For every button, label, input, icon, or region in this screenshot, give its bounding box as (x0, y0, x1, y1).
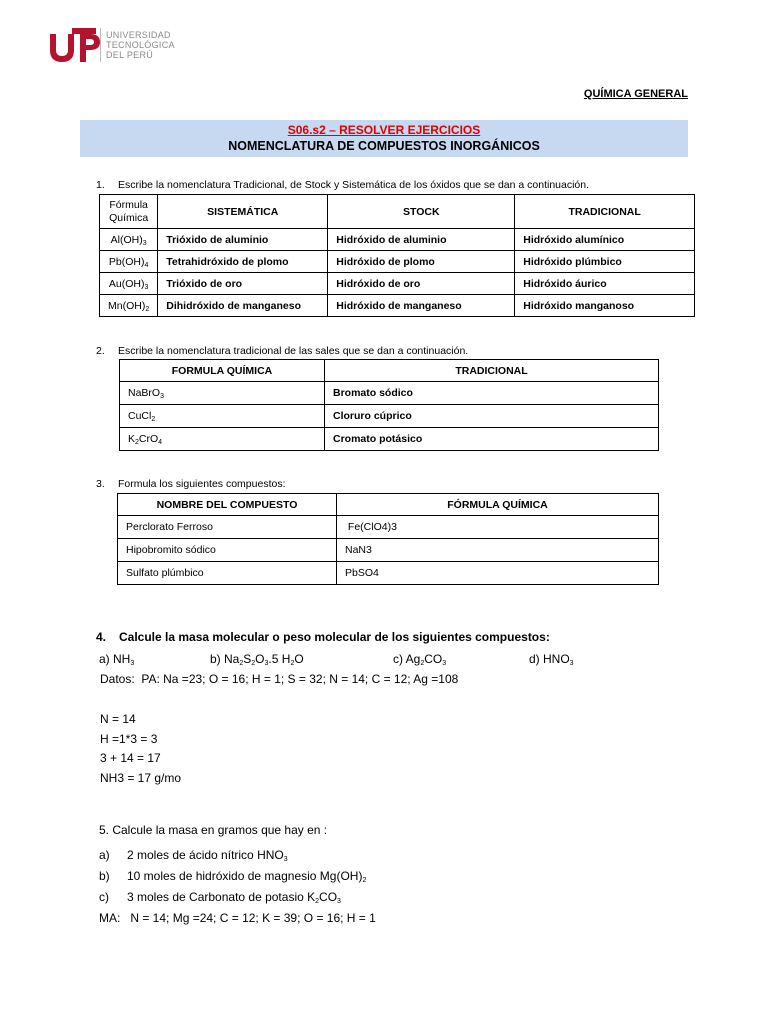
atomic-data: Datos: PA: Na =23; O = 16; H = 1; S = 32; N = 14; C = 12; Ag =108 (100, 672, 459, 686)
table-row (100, 273, 695, 295)
list-item: a) 2 moles de ácido nítrico $HNO_3$ (99, 848, 288, 863)
col-stock: STOCK (328, 195, 515, 229)
title-banner (80, 120, 688, 157)
col-nombre: NOMBRE DEL COMPUESTO (118, 494, 337, 516)
student-work: N = 14 H =1*3 = 3 3 + 14 = 17 NH3 = 17 g/mo (100, 712, 182, 785)
cell: Hidróxido de manganeso (328, 295, 515, 317)
cell: Dihidróxido de manganeso (158, 295, 328, 317)
cell: NaN3 (337, 539, 659, 562)
compound-list (99, 652, 699, 670)
cell: Hidróxido plúmbico (515, 251, 695, 273)
table-row (100, 295, 695, 317)
cell: Hidróxido áurico (515, 273, 695, 295)
session-title: S06.s2 – RESOLVER EJERCICIOS (287, 123, 481, 137)
formula-cell: $Pb(OH)_4$ (100, 251, 158, 273)
cell: Perclorato Ferroso (118, 516, 337, 539)
cell: Tetrahidróxido de plomo (158, 251, 328, 273)
cell: Cloruro cúprico (325, 405, 659, 428)
col-sistematica: SISTEMÁTICA (158, 195, 328, 229)
col-tradicional: TRADICIONAL (325, 360, 659, 382)
formula-cell: $Mn(OH)_2$ (100, 295, 158, 317)
university-name: UNIVERSIDAD TECNOLÓGICA DEL PERÚ (106, 30, 175, 60)
table-row (120, 382, 659, 405)
formula-cell: NaBrO$_3$ (120, 382, 325, 405)
cell: Hidróxido de plomo (328, 251, 515, 273)
cell: Hidróxido manganoso (515, 295, 695, 317)
cell: Trióxido de aluminio (158, 229, 328, 251)
formula-cell: CuCl$_2$ (120, 405, 325, 428)
molar-masses: MA: N = 14; Mg =24; C = 12; K = 39; O = 16; H = 1 (99, 911, 376, 925)
formula-cell: $Au(OH)_3$ (100, 273, 158, 295)
oxides-table (99, 194, 695, 317)
cell: Cromato potásico (325, 428, 659, 451)
cell: Sulfato plúmbico (118, 562, 337, 585)
cell: Hidróxido de aluminio (328, 229, 515, 251)
table-row (118, 539, 659, 562)
question-3: 3. Formula los siguientes compuestos: (96, 478, 286, 490)
col-formula: Fórmula Química (100, 195, 158, 229)
table-row (120, 428, 659, 451)
table-row (120, 405, 659, 428)
cell: PbSO4 (337, 562, 659, 585)
formula-cell: $Al(OH)_3$ (100, 229, 158, 251)
cell: Hipobromito sódico (118, 539, 337, 562)
col-formula: FÓRMULA QUÍMICA (337, 494, 659, 516)
question-1: 1. Escribe la nomenclatura Tradicional, de Stock y Sistemática de los óxidos que se dan a continuación. (96, 179, 590, 191)
cell: Hidróxido alumínico (515, 229, 695, 251)
table-row (100, 251, 695, 273)
compound-b: b) $Na_2S_2O_3.5$ $H_2O$ (210, 652, 304, 667)
question-5-items (99, 845, 499, 929)
table-row (100, 229, 695, 251)
topic-title: NOMENCLATURA DE COMPUESTOS INORGÁNICOS (228, 139, 540, 153)
table-row (118, 562, 659, 585)
formula-cell: $K_2CrO_4$ (120, 428, 325, 451)
compound-d: d) $HNO_3$ (529, 652, 574, 667)
question-2: 2. Escribe la nomenclatura tradicional de las sales que se dan a continuación. (96, 345, 469, 357)
cell: Trióxido de oro (158, 273, 328, 295)
cell: Hidróxido de oro (328, 273, 515, 295)
compounds-table (117, 493, 659, 585)
cell: Fe(ClO4)3 (337, 516, 659, 539)
question-4: 4. Calcule la masa molecular o peso molecular de los siguientes compuestos: (96, 630, 550, 644)
cell: Bromato sódico (325, 382, 659, 405)
compound-c: c) $Ag_2CO_3$ (393, 652, 447, 667)
list-item: c) 3 moles de Carbonato de potasio $K_2CO_3$ (99, 890, 341, 905)
compound-a: a) $NH_3$ (99, 652, 135, 667)
course-title: QUÍMICA GENERAL (583, 88, 688, 100)
salts-table (119, 359, 659, 451)
col-formula: FORMULA QUÍMICA (120, 360, 325, 382)
list-item: b) 10 moles de hidróxido de magnesio $Mg(OH)_2$ (99, 869, 367, 884)
logo-separator (100, 28, 101, 62)
table-row (118, 516, 659, 539)
question-5: 5. Calcule la masa en gramos que hay en : (99, 823, 328, 837)
col-tradicional: TRADICIONAL (515, 195, 695, 229)
